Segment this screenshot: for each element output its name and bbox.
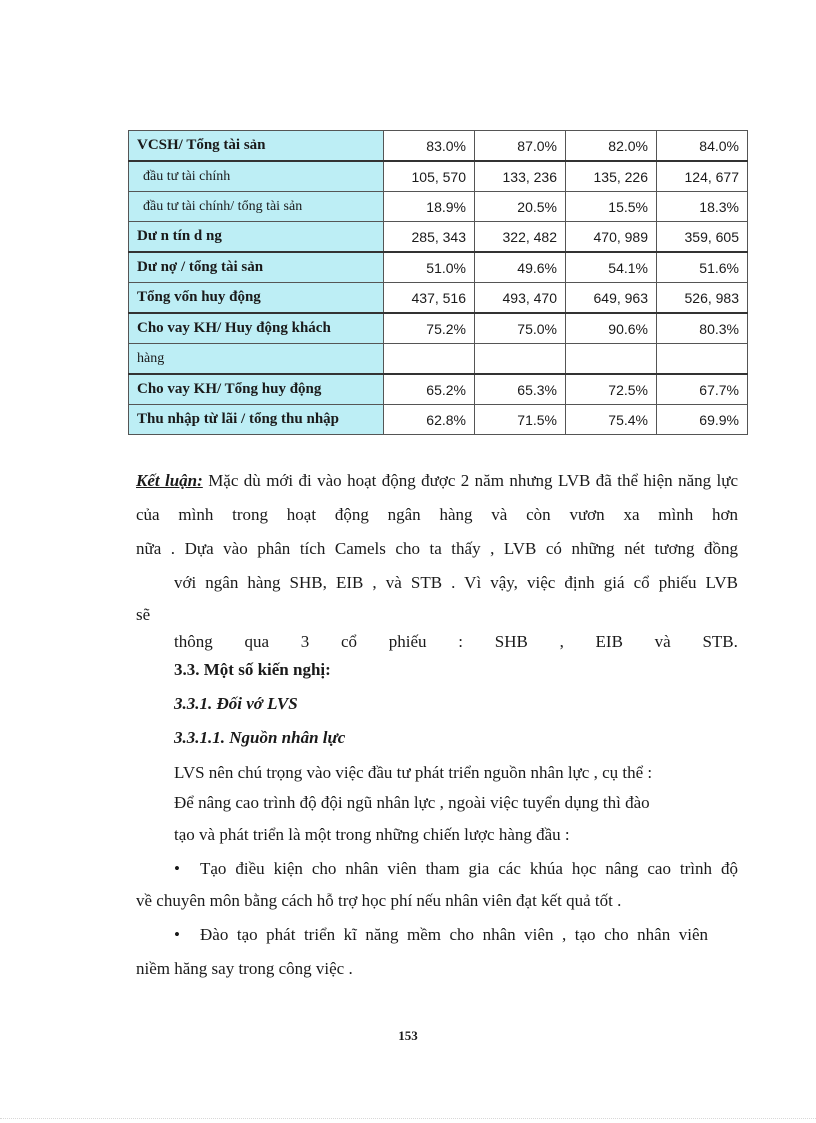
bullet-item-1	[174, 853, 738, 885]
cell-value: 71.5%	[475, 405, 566, 435]
row-label: đầu tư tài chính/ tổng tài sản	[129, 192, 384, 222]
word: STB.	[702, 632, 738, 651]
cell-value: 322, 482	[475, 222, 566, 253]
financial-ratios-table	[128, 130, 748, 435]
conclusion-label: Kết luận:	[136, 471, 203, 490]
cell-value: 133, 236	[475, 161, 566, 192]
bullet-item-2-continued: niềm hăng say trong công việc .	[136, 959, 353, 978]
cell-value: 82.0%	[566, 131, 657, 162]
table-row	[129, 405, 748, 435]
cell-value: 54.1%	[566, 252, 657, 283]
conclusion-line-5	[174, 625, 738, 659]
cell-value: 87.0%	[475, 131, 566, 162]
word: phiếu	[388, 632, 427, 651]
row-label: hàng	[129, 344, 384, 375]
table-row	[129, 222, 748, 253]
cell-value: 135, 226	[566, 161, 657, 192]
row-label: Dư n tín d ng	[129, 222, 384, 253]
bullet-1-text: Tạo điều kiện cho nhân viên tham gia các khúa học nâng cao trình độ	[200, 859, 738, 878]
table-row	[129, 161, 748, 192]
word: và	[654, 632, 671, 651]
cell-value	[475, 344, 566, 375]
cell-value	[566, 344, 657, 375]
cell-value: 90.6%	[566, 313, 657, 344]
cell-value: 437, 516	[384, 283, 475, 314]
word: qua	[244, 632, 270, 651]
cell-value: 51.0%	[384, 252, 475, 283]
heading-3-3-1: 3.3.1. Đối vớ LVS	[174, 694, 298, 713]
cell-value: 18.3%	[657, 192, 748, 222]
cell-value: 62.8%	[384, 405, 475, 435]
row-label: Thu nhập từ lãi / tổng thu nhập	[129, 405, 384, 435]
cell-value: 470, 989	[566, 222, 657, 253]
cell-value: 75.0%	[475, 313, 566, 344]
cell-value: 84.0%	[657, 131, 748, 162]
conclusion-text: Mặc dù mới đi vào hoạt động được 2 năm nhưng LVB đã thể hiện năng lực của mình trong hoạt động ngân hàng và còn vươn xa mình hơn	[136, 471, 738, 524]
row-label: Cho vay KH/ Tổng huy động	[129, 374, 384, 405]
cell-value: 75.2%	[384, 313, 475, 344]
word: ,	[559, 632, 564, 651]
cell-value: 15.5%	[566, 192, 657, 222]
page-number: 153	[398, 1028, 418, 1043]
cell-value: 51.6%	[657, 252, 748, 283]
cell-value: 359, 605	[657, 222, 748, 253]
cell-value: 285, 343	[384, 222, 475, 253]
body-line-2: Để nâng cao trình độ đội ngũ nhân lực , ngoài việc tuyển dụng thì đào	[174, 793, 650, 812]
word: cổ	[340, 632, 358, 651]
cell-value: 649, 963	[566, 283, 657, 314]
conclusion-paragraph	[136, 464, 738, 532]
word: EIB	[595, 632, 623, 651]
cell-value: 20.5%	[475, 192, 566, 222]
conclusion-line-2: nữa . Dựa vào phân tích Camels cho ta thấy , LVB có những nét tương đồng	[136, 539, 738, 558]
cell-value: 67.7%	[657, 374, 748, 405]
body-line-1: LVS nên chú trọng vào việc đầu tư phát triển nguồn nhân lực , cụ thể :	[174, 763, 653, 782]
table-row	[129, 344, 748, 375]
row-label: Dư nợ / tổng tài sản	[129, 252, 384, 283]
bullet-icon: •	[174, 859, 180, 878]
body-line-3: tạo và phát triển là một trong những chiến lược hàng đầu :	[174, 825, 570, 844]
cell-value: 65.3%	[475, 374, 566, 405]
row-label: Cho vay KH/ Huy động khách	[129, 313, 384, 344]
row-label: đầu tư tài chính	[129, 161, 384, 192]
cell-value: 69.9%	[657, 405, 748, 435]
cell-value	[384, 344, 475, 375]
table-row	[129, 374, 748, 405]
cell-value: 124, 677	[657, 161, 748, 192]
word: SHB	[494, 632, 528, 651]
heading-3-3-1-1: 3.3.1.1. Nguồn nhân lực	[174, 728, 346, 747]
cell-value	[657, 344, 748, 375]
bullet-2-text: Đào tạo phát triển kĩ năng mềm cho nhân viên , tạo cho nhân viên	[200, 925, 708, 944]
table-row	[129, 131, 748, 162]
conclusion-line-4: sẽ	[136, 605, 151, 624]
table-row	[129, 252, 748, 283]
heading-3-3: 3.3. Một số kiến nghị:	[174, 660, 331, 679]
cell-value: 72.5%	[566, 374, 657, 405]
bullet-icon: •	[174, 925, 180, 944]
word: 3	[300, 632, 310, 651]
word: thông	[174, 632, 213, 651]
table-row	[129, 283, 748, 314]
cell-value: 49.6%	[475, 252, 566, 283]
cell-value: 65.2%	[384, 374, 475, 405]
cell-value: 493, 470	[475, 283, 566, 314]
page-bottom-divider	[0, 1118, 816, 1119]
bullet-item-1-continued: về chuyên môn bằng cách hỗ trợ học phí nếu nhân viên đạt kết quả tốt .	[136, 891, 622, 910]
row-label: Tổng vốn huy động	[129, 283, 384, 314]
word: :	[458, 632, 464, 651]
cell-value: 18.9%	[384, 192, 475, 222]
cell-value: 80.3%	[657, 313, 748, 344]
cell-value: 526, 983	[657, 283, 748, 314]
row-label: VCSH/ Tổng tài sản	[129, 131, 384, 162]
table-row	[129, 313, 748, 344]
conclusion-line-3: với ngân hàng SHB, EIB , và STB . Vì vậy, việc định giá cổ phiếu LVB	[174, 573, 738, 592]
table-row	[129, 192, 748, 222]
bullet-item-2	[174, 919, 708, 951]
cell-value: 105, 570	[384, 161, 475, 192]
cell-value: 83.0%	[384, 131, 475, 162]
cell-value: 75.4%	[566, 405, 657, 435]
